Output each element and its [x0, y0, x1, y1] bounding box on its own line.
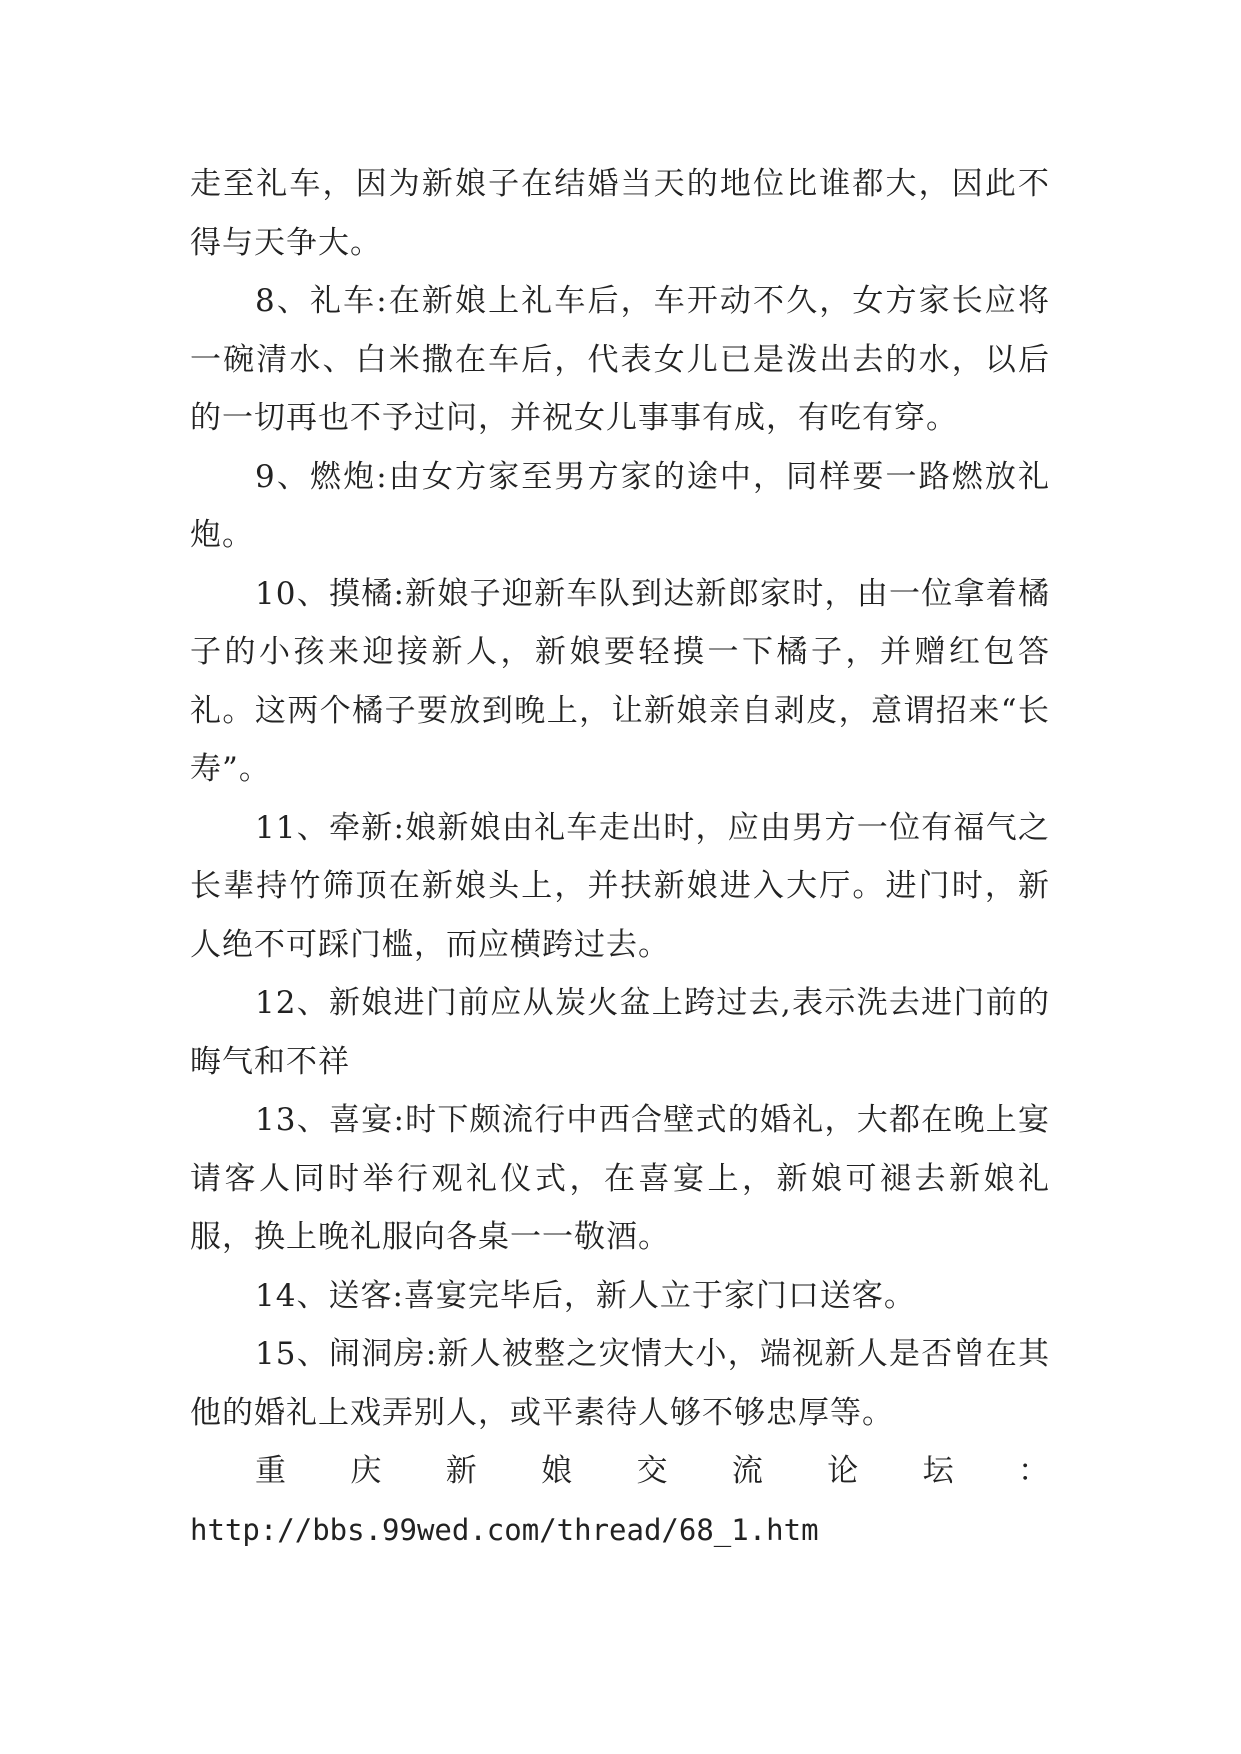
forum-url: http://bbs.99wed.com/thread/68_1.htm — [190, 1512, 819, 1547]
forum-label-char: 交 — [636, 1453, 669, 1489]
paragraph-item-11: 11、牵新:娘新娘由礼车走出时，应由男方一位有福气之长辈持竹筛顶在新娘头上，并扶新娘进入大厅。进门时，新人绝不可踩门槛，而应横跨过去。 — [190, 809, 1050, 963]
forum-label-char: 新 — [445, 1453, 478, 1489]
paragraph-item-14: 14、送客:喜宴完毕后，新人立于家门口送客。 — [255, 1277, 916, 1314]
paragraph-item-15: 15、闹洞房:新人被整之灾情大小，端视新人是否曾在其他的婚礼上戏弄别人，或平素待人够不够忠厚等。 — [190, 1336, 1050, 1431]
paragraph-item-12: 12、新娘进门前应从炭火盆上跨过去,表示洗去进门前的晦气和不祥 — [190, 985, 1050, 1080]
paragraph-item-13: 13、喜宴:时下颇流行中西合壁式的婚礼，大都在晚上宴请客人同时举行观礼仪式，在喜宴上，新娘可褪去新娘礼服，换上晚礼服向各桌一一敬酒。 — [190, 1102, 1050, 1255]
forum-label-char: 重 — [255, 1453, 287, 1489]
forum-label-char: ： — [1018, 1453, 1050, 1489]
forum-label-char: 娘 — [541, 1453, 574, 1489]
forum-label-char: 论 — [827, 1453, 860, 1489]
document-body — [190, 155, 1050, 1559]
paragraph-item-9: 9、燃炮:由女方家至男方家的途中，同样要一路燃放礼炮。 — [190, 458, 1050, 553]
forum-label-char: 庆 — [350, 1453, 383, 1489]
paragraph-item-10: 10、摸橘:新娘子迎新车队到达新郎家时，由一位拿着橘子的小孩来迎接新人，新娘要轻摸一下橘子，并赠红包答礼。这两个橘子要放到晚上，让新娘亲自剥皮，意谓招来“长寿”。 — [190, 575, 1050, 787]
paragraph-continuation: 走至礼车，因为新娘子在结婚当天的地位比谁都大，因此不得与天争大。 — [190, 166, 1050, 261]
forum-label — [190, 1442, 1050, 1501]
forum-label-char: 坛 — [922, 1453, 955, 1489]
paragraph-item-8: 8、礼车:在新娘上礼车后，车开动不久，女方家长应将一碗清水、白米撒在车后，代表女儿已是泼出去的水，以后的一切再也不予过问，并祝女儿事事有成，有吃有穿。 — [190, 283, 1050, 436]
forum-label-char: 流 — [731, 1453, 764, 1489]
